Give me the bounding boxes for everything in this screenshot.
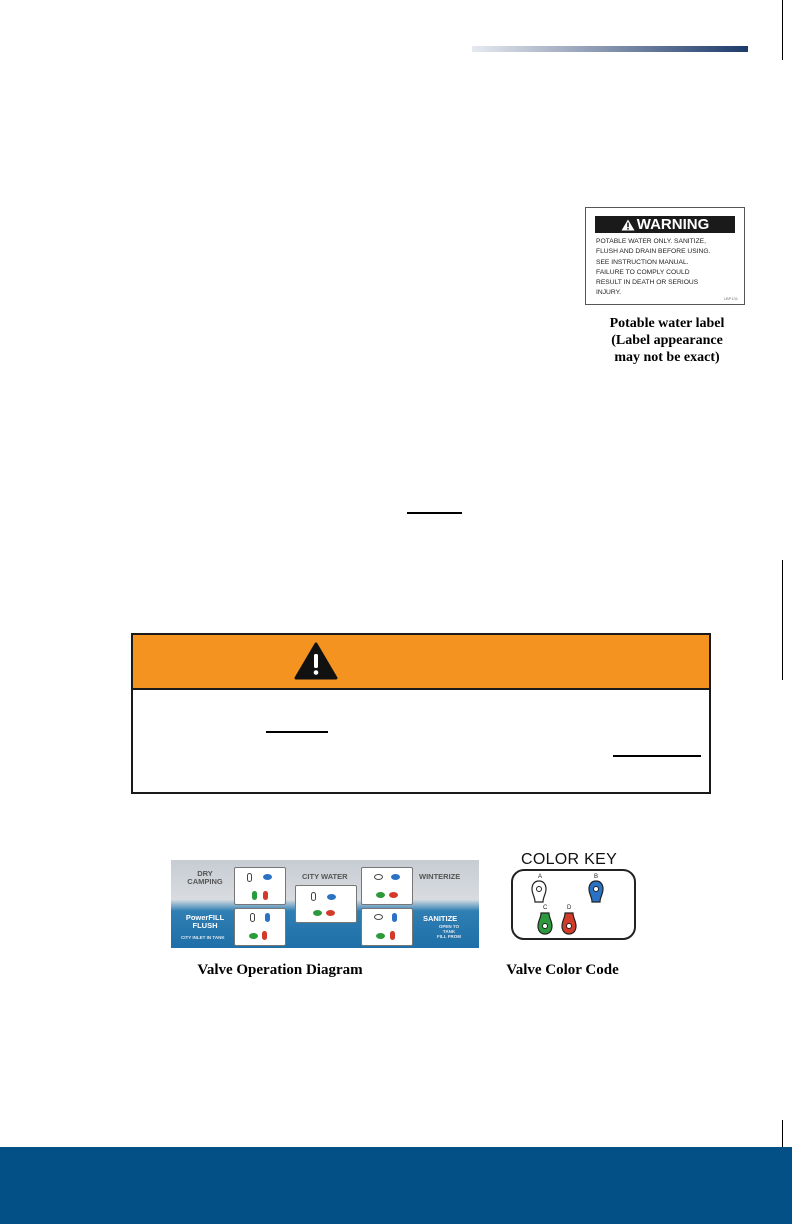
sanitize-label: SANITIZE bbox=[423, 914, 458, 923]
color-key-box bbox=[511, 869, 636, 940]
valve-red-icon bbox=[326, 910, 335, 916]
label-header-text: WARNING bbox=[636, 216, 710, 233]
valve-operation-caption: Valve Operation Diagram bbox=[197, 962, 363, 978]
color-key-letter-d: D bbox=[567, 905, 572, 911]
valve-green-icon bbox=[249, 933, 258, 939]
winterize-label: WINTERIZE bbox=[419, 872, 461, 881]
label-body-text: POTABLE WATER ONLY. SANITIZE, FLUSH AND DRAIN BEFORE USING. SEE INSTRUCTION MANUAL. FAILURE TO COMPLY COULD RESULT IN DEATH OR SERIOUS INJURY. bbox=[596, 238, 711, 297]
valve-handle-a-icon bbox=[531, 880, 547, 904]
warning-triangle-icon bbox=[621, 219, 635, 231]
valve-white-icon bbox=[311, 892, 316, 901]
crop-mark-mid-right bbox=[782, 560, 783, 680]
header-rule bbox=[472, 46, 748, 52]
valve-red-icon bbox=[263, 891, 268, 900]
text-underline bbox=[266, 731, 328, 733]
valve-red-icon bbox=[262, 931, 267, 940]
color-key-letter-a: A bbox=[538, 874, 543, 880]
color-key-letter-b: B bbox=[594, 874, 599, 880]
valve-blue-icon bbox=[392, 913, 397, 922]
warning-box bbox=[131, 633, 711, 794]
valve-handle-d-icon bbox=[561, 911, 577, 935]
text-underline bbox=[407, 512, 462, 514]
valve-green-icon bbox=[252, 891, 257, 900]
footer-bar bbox=[0, 1147, 792, 1224]
powerfill-sub: CITY INLET IN TANK bbox=[181, 935, 225, 940]
sanitize-sub: OPEN TO TANK FILL FROM bbox=[437, 924, 461, 939]
valve-white-icon bbox=[250, 913, 255, 922]
potable-water-caption: Potable water label (Label appearance may not be exact) bbox=[609, 316, 725, 365]
powerfill-panel bbox=[234, 908, 286, 946]
valve-green-icon bbox=[376, 892, 385, 898]
sanitize-panel bbox=[361, 908, 413, 946]
valve-green-icon bbox=[313, 910, 322, 916]
dry-camping-panel bbox=[234, 867, 286, 905]
potable-water-label bbox=[585, 207, 745, 305]
valve-operation-diagram bbox=[171, 860, 479, 948]
color-key-title: COLOR KEY bbox=[521, 851, 618, 868]
valve-color-code-caption: Valve Color Code bbox=[506, 962, 619, 978]
text-underline bbox=[613, 755, 701, 757]
valve-green-icon bbox=[376, 933, 385, 939]
label-header bbox=[595, 216, 735, 233]
city-water-panel bbox=[295, 885, 357, 923]
city-water-label: CITY WATER bbox=[302, 872, 348, 881]
crop-mark-top-right bbox=[782, 0, 783, 60]
powerfill-label: PowerFILL FLUSH bbox=[185, 913, 225, 930]
valve-white-icon bbox=[247, 873, 252, 882]
valve-red-icon bbox=[390, 931, 395, 940]
label-code: LBP131 bbox=[723, 296, 738, 301]
valve-white-icon bbox=[374, 874, 383, 880]
crop-mark-bottom-right bbox=[782, 1120, 783, 1147]
dry-camping-label: DRY CAMPING bbox=[187, 869, 223, 886]
valve-handle-b-icon bbox=[588, 880, 604, 904]
valve-red-icon bbox=[389, 892, 398, 898]
valve-blue-icon bbox=[327, 894, 336, 900]
valve-white-icon bbox=[374, 914, 383, 920]
valve-handle-c-icon bbox=[537, 911, 553, 935]
valve-blue-icon bbox=[263, 874, 272, 880]
valve-blue-icon bbox=[265, 913, 270, 922]
color-key-letter-c: C bbox=[543, 905, 548, 911]
valve-blue-icon bbox=[391, 874, 400, 880]
winterize-panel bbox=[361, 867, 413, 905]
warning-triangle-icon bbox=[294, 642, 338, 680]
warning-box-header bbox=[133, 635, 709, 690]
